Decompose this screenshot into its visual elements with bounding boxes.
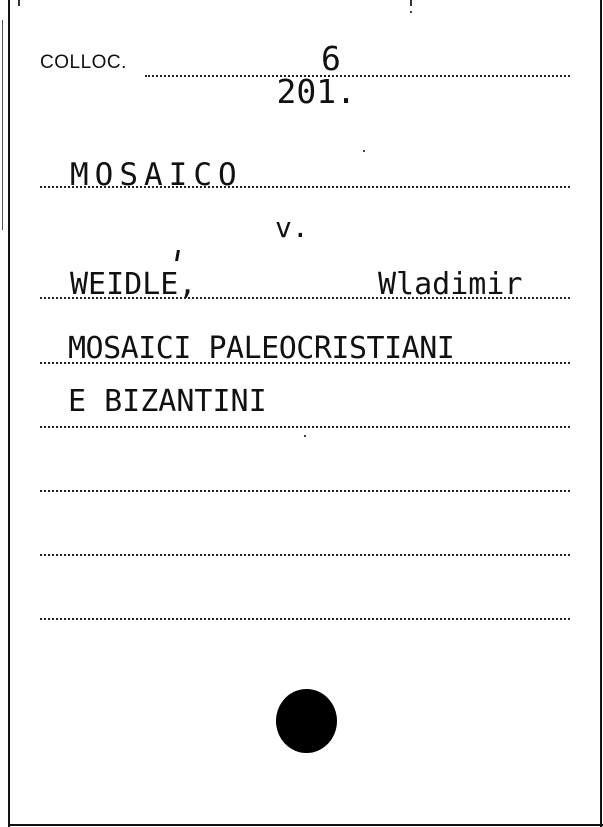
paper-speck: [363, 150, 365, 152]
call-number-class: 201.: [276, 72, 356, 111]
paper-speck: [410, 11, 412, 13]
author-forename: Wladimir: [378, 267, 523, 302]
author-dotted-line: [40, 297, 570, 299]
top-edge-mark: [18, 0, 20, 6]
blank-dotted-line: [40, 618, 570, 620]
card-right-edge: [600, 0, 602, 827]
call-number: [197, 39, 356, 174]
card-left-edge-shadow: [2, 20, 3, 230]
blank-dotted-line: [40, 490, 570, 492]
call-number-item: 6: [321, 39, 341, 78]
blank-dotted-line: [40, 554, 570, 556]
punch-hole: [276, 689, 337, 753]
title-line-1: MOSAICI PALEOCRISTIANI: [68, 331, 455, 366]
accent-mark: [175, 250, 180, 261]
author-surname: WEIDLE,: [70, 267, 197, 302]
title-dotted-line-2: [40, 426, 570, 428]
title-dotted-line-1: [40, 362, 570, 364]
subject-heading: MOSAICO: [70, 157, 243, 193]
title-line-2: E BIZANTINI: [68, 384, 267, 419]
top-edge-mark: [410, 0, 412, 6]
subject-dotted-line: [40, 186, 570, 188]
colloc-label: COLLOC.: [40, 52, 127, 73]
card-bottom-edge: [8, 824, 603, 826]
card-left-edge: [8, 0, 10, 827]
paper-speck: [304, 435, 306, 437]
see-reference: v.: [275, 211, 309, 244]
